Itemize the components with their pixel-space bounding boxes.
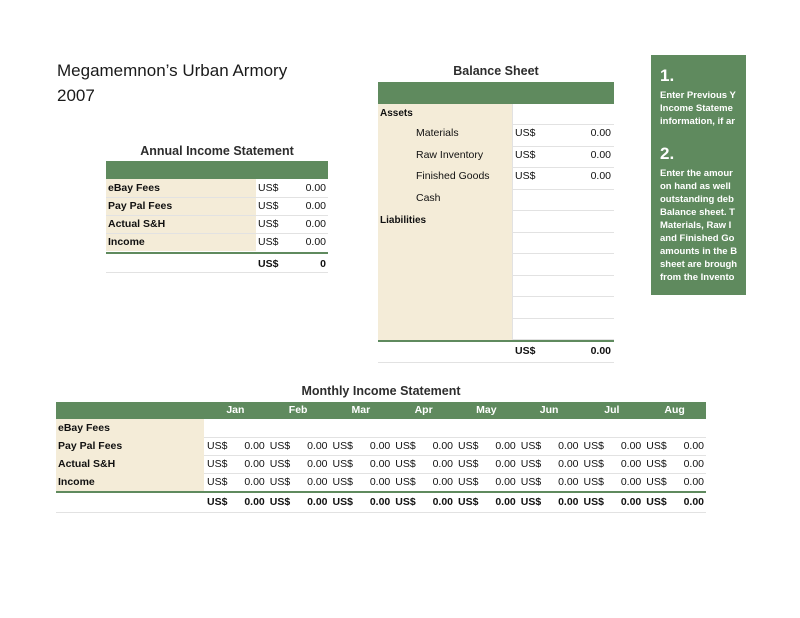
month-header-apr: Apr	[414, 404, 433, 416]
annual-header-bar	[106, 161, 328, 179]
balance-bottom-rule	[378, 362, 614, 363]
monthly-total-currency: US$	[269, 496, 291, 508]
monthly-cell-value: 0.00	[683, 476, 704, 488]
monthly-cell-currency: US$	[583, 440, 604, 452]
asset-row-label: Materials	[416, 127, 459, 139]
step-1-text: Enter Previous Y Income Stateme information, if ar	[660, 90, 736, 127]
monthly-cell-value: 0.00	[369, 476, 391, 488]
monthly-cell-currency: US$	[395, 476, 416, 488]
monthly-total-value: 0.00	[495, 496, 516, 508]
balance-total-rule	[378, 340, 614, 342]
monthly-cell-currency: US$	[269, 476, 291, 488]
monthly-cell-currency: US$	[520, 476, 542, 488]
monthly-bottom-rule	[56, 512, 706, 513]
monthly-cell-currency: US$	[207, 476, 228, 488]
monthly-cell-currency: US$	[395, 458, 416, 470]
monthly-cell-value: 0.00	[307, 458, 328, 470]
annual-row-value: 0.00	[305, 200, 326, 212]
annual-total-rule	[106, 252, 328, 254]
annual-row-currency: US$	[258, 182, 279, 194]
monthly-cell-value: 0.00	[558, 476, 579, 488]
balance-total-value: 0.00	[590, 345, 611, 357]
monthly-row-label: Pay Pal Fees	[58, 440, 123, 452]
annual-row-value: 0.00	[305, 236, 326, 248]
monthly-cell-value: 0.00	[244, 440, 265, 452]
monthly-cell-value: 0.00	[558, 458, 579, 470]
monthly-total-currency: US$	[395, 496, 416, 508]
monthly-cell-currency: US$	[458, 476, 479, 488]
monthly-cell-currency: US$	[207, 440, 228, 452]
annual-row-currency: US$	[258, 218, 279, 230]
monthly-cell-currency: US$	[583, 458, 604, 470]
document-title	[57, 58, 287, 108]
monthly-cell-value: 0.00	[432, 458, 453, 470]
balance-row-divider	[512, 318, 614, 319]
monthly-cell-value: 0.00	[620, 476, 642, 488]
monthly-cell-currency: US$	[332, 440, 353, 452]
monthly-cell-currency: US$	[269, 458, 291, 470]
annual-row-currency: US$	[258, 200, 279, 212]
monthly-total-currency: US$	[207, 496, 228, 508]
monthly-cell-value: 0.00	[495, 476, 516, 488]
month-header-aug: Aug	[664, 404, 685, 416]
monthly-cell-currency: US$	[269, 440, 291, 452]
monthly-cell-value: 0.00	[683, 440, 704, 452]
month-header-mar: Mar	[351, 404, 371, 416]
monthly-cell-value: 0.00	[620, 458, 642, 470]
asset-row-value: 0.00	[590, 170, 611, 182]
monthly-total-value: 0.00	[432, 496, 453, 508]
month-header-jul: Jul	[604, 404, 620, 416]
monthly-cell-value: 0.00	[683, 458, 704, 470]
step-1-number: 1.	[660, 66, 675, 85]
monthly-cell-value: 0.00	[307, 476, 328, 488]
monthly-cell-currency: US$	[207, 458, 228, 470]
monthly-cell-currency: US$	[520, 440, 542, 452]
annual-row-label: Income	[108, 236, 145, 248]
asset-row-value: 0.00	[590, 127, 611, 139]
monthly-total-currency: US$	[646, 496, 667, 508]
month-header-may: May	[476, 404, 497, 416]
month-header-feb: Feb	[288, 404, 308, 416]
annual-row-currency: US$	[258, 236, 279, 248]
monthly-total-currency: US$	[520, 496, 542, 508]
liabilities-label: Liabilities	[380, 215, 427, 226]
monthly-cell-value: 0.00	[620, 440, 642, 452]
annual-row-label: eBay Fees	[108, 182, 160, 194]
assets-label: Assets	[380, 108, 413, 119]
balance-total-currency: US$	[515, 345, 536, 357]
balance-row-divider	[512, 253, 614, 254]
monthly-total-value: 0.00	[307, 496, 328, 508]
annual-total-currency: US$	[258, 258, 279, 270]
balance-column-divider	[512, 104, 513, 340]
monthly-cell-value: 0.00	[432, 476, 453, 488]
annual-row-divider	[106, 215, 328, 216]
monthly-cell-value: 0.00	[558, 440, 579, 452]
month-header-jan: Jan	[226, 404, 245, 416]
annual-income-title: Annual Income Statement	[140, 144, 294, 158]
step-2-text: Enter the amour on hand as well outstanding deb Balance sheet. T Materials, Raw I and Finished Go amounts in the B sheet are brough from the Invento	[660, 168, 738, 283]
annual-row-label: Actual S&H	[108, 218, 166, 230]
asset-row-currency: US$	[515, 148, 536, 161]
monthly-cell-value: 0.00	[244, 476, 265, 488]
monthly-cell-value: 0.00	[432, 440, 453, 452]
monthly-row-label: eBay Fees	[58, 422, 110, 434]
balance-header-bar	[378, 82, 614, 104]
monthly-total-currency: US$	[583, 496, 604, 508]
monthly-cell-currency: US$	[458, 440, 479, 452]
asset-row-label: Cash	[416, 191, 441, 204]
instruction-panel	[651, 55, 746, 295]
annual-row-label: Pay Pal Fees	[108, 200, 173, 212]
balance-row-divider	[512, 232, 614, 233]
monthly-row-label: Income	[58, 476, 95, 488]
annual-row-value: 0.00	[305, 218, 326, 230]
monthly-total-currency: US$	[332, 496, 353, 508]
monthly-total-currency: US$	[458, 496, 479, 508]
monthly-cell-value: 0.00	[369, 458, 391, 470]
monthly-cell-currency: US$	[646, 458, 667, 470]
year: 2007	[57, 86, 95, 105]
month-header-jun: Jun	[539, 404, 559, 416]
monthly-row-label: Actual S&H	[58, 458, 116, 470]
annual-total-value: 0	[320, 258, 326, 270]
monthly-cell-currency: US$	[583, 476, 604, 488]
asset-row-label: Raw Inventory	[416, 148, 484, 161]
monthly-total-value: 0.00	[620, 496, 642, 508]
monthly-total-value: 0.00	[244, 496, 265, 508]
monthly-cell-value: 0.00	[307, 440, 328, 452]
monthly-cell-currency: US$	[646, 440, 667, 452]
balance-row-divider	[512, 124, 614, 125]
balance-sheet-title: Balance Sheet	[453, 64, 539, 78]
monthly-total-value: 0.00	[558, 496, 579, 508]
annual-row-divider	[106, 197, 328, 198]
balance-row-divider	[512, 189, 614, 190]
balance-row-divider	[512, 146, 614, 147]
monthly-cell-value: 0.00	[369, 440, 391, 452]
monthly-cell-currency: US$	[332, 458, 353, 470]
balance-row-divider	[512, 167, 614, 168]
monthly-total-value: 0.00	[683, 496, 704, 508]
monthly-income-title: Monthly Income Statement	[301, 384, 461, 398]
monthly-total-rule	[56, 491, 706, 493]
monthly-cell-currency: US$	[332, 476, 353, 488]
balance-row-divider	[512, 296, 614, 297]
monthly-cell-currency: US$	[458, 458, 479, 470]
asset-row-value: 0.00	[590, 148, 611, 161]
company-name: Megamemnon’s Urban Armory	[57, 61, 288, 80]
annual-row-value: 0.00	[305, 182, 326, 194]
asset-row-label: Finished Goods	[416, 170, 490, 182]
annual-row-divider	[106, 233, 328, 234]
monthly-cell-value: 0.00	[495, 458, 516, 470]
asset-row-currency: US$	[515, 170, 536, 182]
monthly-total-value: 0.00	[369, 496, 391, 508]
monthly-cell-currency: US$	[395, 440, 416, 452]
monthly-cell-currency: US$	[646, 476, 667, 488]
monthly-cell-value: 0.00	[495, 440, 516, 452]
balance-row-divider	[512, 210, 614, 211]
asset-row-currency: US$	[515, 127, 536, 139]
step-2-number: 2.	[660, 144, 675, 163]
monthly-cell-currency: US$	[520, 458, 542, 470]
monthly-cell-value: 0.00	[244, 458, 265, 470]
balance-row-divider	[512, 275, 614, 276]
